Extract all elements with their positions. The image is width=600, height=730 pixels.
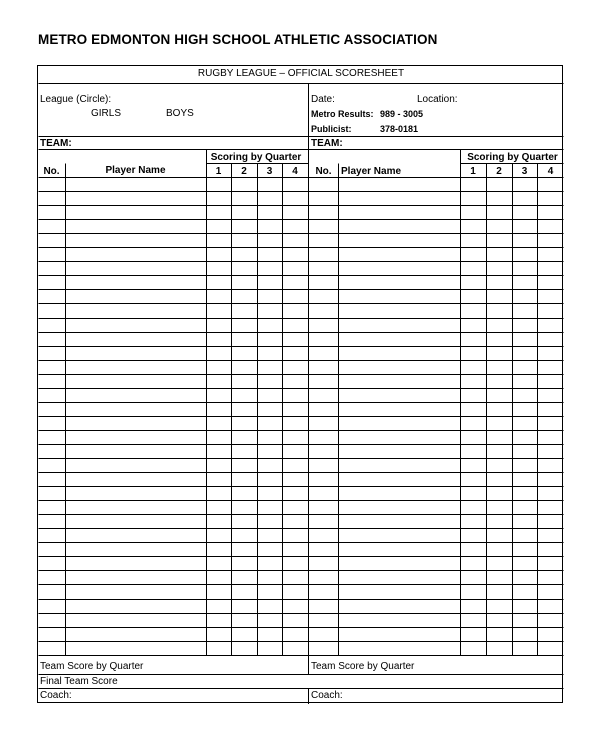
metro-results-label: Metro Results: (311, 109, 374, 119)
player-name-header-left: Player Name (105, 165, 166, 176)
quarter-1-header-right: 1 (470, 166, 476, 177)
player-name-header-right: Player Name (341, 166, 402, 177)
publicist-label: Publicist: (311, 124, 352, 134)
league-label: League (Circle): (40, 94, 112, 105)
team-score-by-quarter-left: Team Score by Quarter (40, 661, 144, 672)
date-label: Date: (311, 94, 335, 105)
scoring-header-left: Scoring by Quarter (210, 152, 302, 163)
scoresheet-grid (38, 66, 564, 704)
quarter-4-header-left: 4 (292, 166, 298, 177)
no-header-right: No. (315, 166, 332, 177)
team-score-by-quarter-right: Team Score by Quarter (311, 661, 415, 672)
metro-results-value: 989 - 3005 (380, 109, 424, 119)
scoring-header-right: Scoring by Quarter (467, 152, 558, 163)
scoresheet (37, 65, 563, 703)
no-header-left: No. (43, 166, 60, 177)
league-option-boys[interactable]: BOYS (166, 108, 194, 119)
publicist-value: 378-0181 (380, 124, 419, 134)
final-team-score-label: Final Team Score (40, 676, 118, 687)
coach-label-left: Coach: (40, 690, 72, 701)
quarter-1-header-left: 1 (215, 166, 222, 177)
team-label-left: TEAM: (40, 138, 72, 149)
quarter-3-header-right: 3 (521, 166, 528, 177)
team-label-right: TEAM: (311, 138, 343, 149)
quarter-2-header-right: 2 (496, 166, 502, 177)
location-label: Location: (417, 94, 458, 105)
league-option-girls[interactable]: GIRLS (91, 108, 122, 119)
quarter-3-header-left: 3 (266, 166, 273, 177)
quarter-4-header-right: 4 (547, 166, 554, 177)
organization-title: METRO EDMONTON HIGH SCHOOL ATHLETIC ASSOCIATION (38, 32, 438, 47)
quarter-2-header-left: 2 (241, 166, 247, 177)
coach-label-right: Coach: (311, 690, 343, 701)
sheet-title: RUGBY LEAGUE – OFFICIAL SCORESHEET (197, 68, 405, 79)
